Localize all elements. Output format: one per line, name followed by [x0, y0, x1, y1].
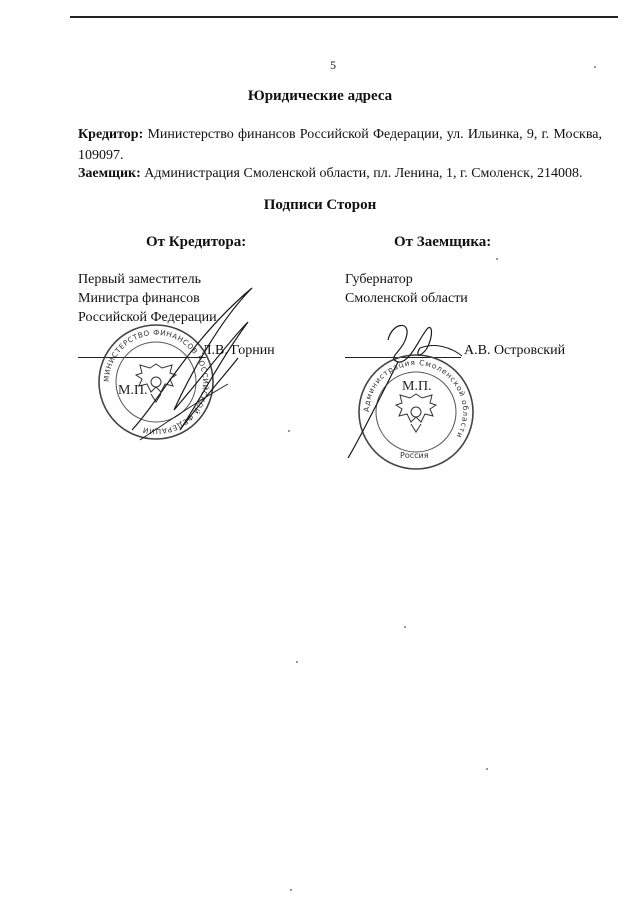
borrower-signer-name: А.В. Островский [464, 343, 566, 358]
scan-speck [486, 768, 488, 770]
creditor-position-line: Первый заместитель [78, 272, 202, 287]
top-border-line [70, 16, 618, 18]
borrower-label: Заемщик: [78, 166, 141, 181]
borrower-handwritten-signature [340, 318, 470, 468]
borrower-position-line: Губернатор [345, 272, 413, 287]
creditor-signer-name: Л.В. Горнин [202, 343, 275, 358]
borrower-address-block [78, 163, 602, 184]
scan-speck [496, 258, 498, 260]
creditor-stamp-label: М.П. [118, 383, 148, 398]
borrower-position-line: Смоленской области [345, 291, 468, 306]
creditor-heading: От Кредитора: [146, 234, 247, 250]
borrower-address: Администрация Смоленской области, пл. Ленина, 1, г. Смоленск, 214008. [140, 166, 583, 181]
creditor-address-block [78, 124, 602, 166]
scan-speck [594, 66, 596, 68]
creditor-seal-text: МИНИСТЕРСТВО ФИНАНСОВ РОССИЙСКОЙ ФЕДЕРАЦИИ [101, 327, 211, 437]
scan-speck [288, 430, 290, 432]
legal-addresses-title: Юридические адреса [247, 88, 393, 104]
creditor-handwritten-signature [120, 280, 260, 460]
borrower-position [345, 270, 468, 308]
creditor-position-line: Российской Федерации [78, 310, 217, 325]
borrower-heading: От Заемщика: [394, 234, 492, 250]
creditor-position-line: Министра финансов [78, 291, 200, 306]
scan-speck [296, 661, 298, 663]
creditor-label: Кредитор: [78, 127, 144, 142]
scan-speck [404, 626, 406, 628]
borrower-seal-bottom-text: Россия [400, 451, 429, 460]
page-number: 5 [330, 58, 336, 72]
borrower-stamp-label: М.П. [402, 379, 432, 394]
scan-speck [290, 889, 292, 891]
creditor-address: Министерство финансов Российской Федерации, ул. Ильинка, 9, г. Москва, 109097. [78, 127, 602, 163]
signatures-title: Подписи Сторон [263, 197, 377, 213]
borrower-seal-text: Администрация Смоленской области [361, 357, 471, 441]
